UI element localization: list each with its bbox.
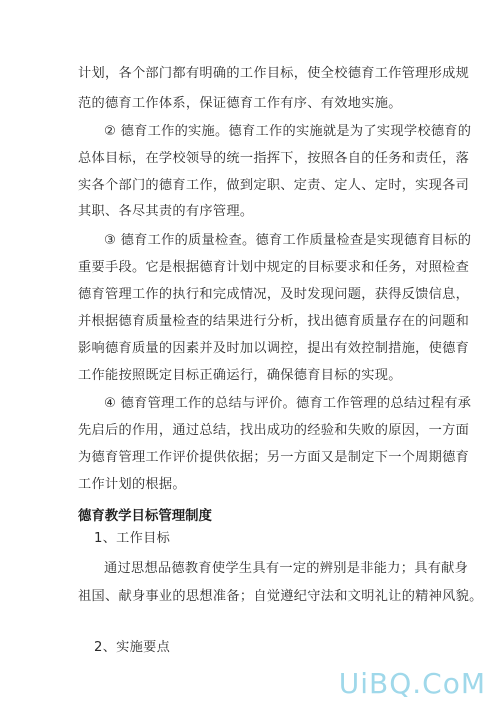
para3-line-6: 工作能按照既定目标正确运行，确保德育目标的实现。: [78, 368, 402, 383]
para3-line-3: 德育管理工作的执行和完成情况，及时发现问题，获得反馈信息，: [78, 287, 470, 302]
para4-line-2: 先启后的作用，通过总结，找出成功的经验和失败的原因，一方面: [78, 423, 470, 438]
para3-line-5: 影响德育质量的因素并及时加以调控，提出有效控制措施，使德育: [78, 341, 470, 356]
subsection-title-implementation: 2、实施要点: [94, 640, 171, 655]
para2-line-1: ② 德育工作的实施。德育工作的实施就是为了实现学校德育的: [104, 124, 472, 139]
para2-line-2: 总体目标，在学校领导的统一指挥下，按照各自的任务和责任，落: [78, 151, 470, 166]
para1-line-2: 范的德育工作体系，保证德育工作有序、有效地实施。: [78, 96, 402, 111]
sub1-line-1: 通过思想品德教育使学生具有一定的辨别是非能力；具有献身: [104, 561, 469, 576]
para4-line-3: 为德育管理工作评价提供依据；另一方面又是制定下一个周期德育: [78, 450, 470, 465]
para1-line-1: 计划，各个部门都有明确的工作目标，使全校德育工作管理形成规: [78, 66, 470, 81]
para2-line-3: 实各个部门的德育工作，做到定职、定责、定人、定时，实现各司: [78, 178, 470, 193]
section-heading: 德育教学目标管理制度: [78, 509, 212, 524]
watermark-logo: UiBQ.CoM: [338, 667, 486, 700]
para3-line-1: ③ 德育工作的质量检查。德育工作质量检查是实现德育目标的: [104, 233, 472, 248]
para4-line-1: ④ 德育管理工作的总结与评价。德育工作管理的总结过程有承: [104, 396, 472, 411]
para3-line-2: 重要手段。它是根据德育计划中规定的目标要求和任务，对照检查: [78, 260, 470, 275]
para2-line-4: 其职、各尽其责的有序管理。: [78, 204, 254, 219]
para3-line-4: 并根据德育质量检查的结果进行分析，找出德育质量存在的问题和: [78, 314, 470, 329]
sub1-line-2: 祖国、献身事业的思想准备；自觉遵纪守法和文明礼让的精神风貌。: [78, 589, 483, 604]
subsection-title-goal: 1、工作目标: [94, 531, 171, 546]
para4-line-4: 工作计划的根据。: [78, 477, 186, 492]
